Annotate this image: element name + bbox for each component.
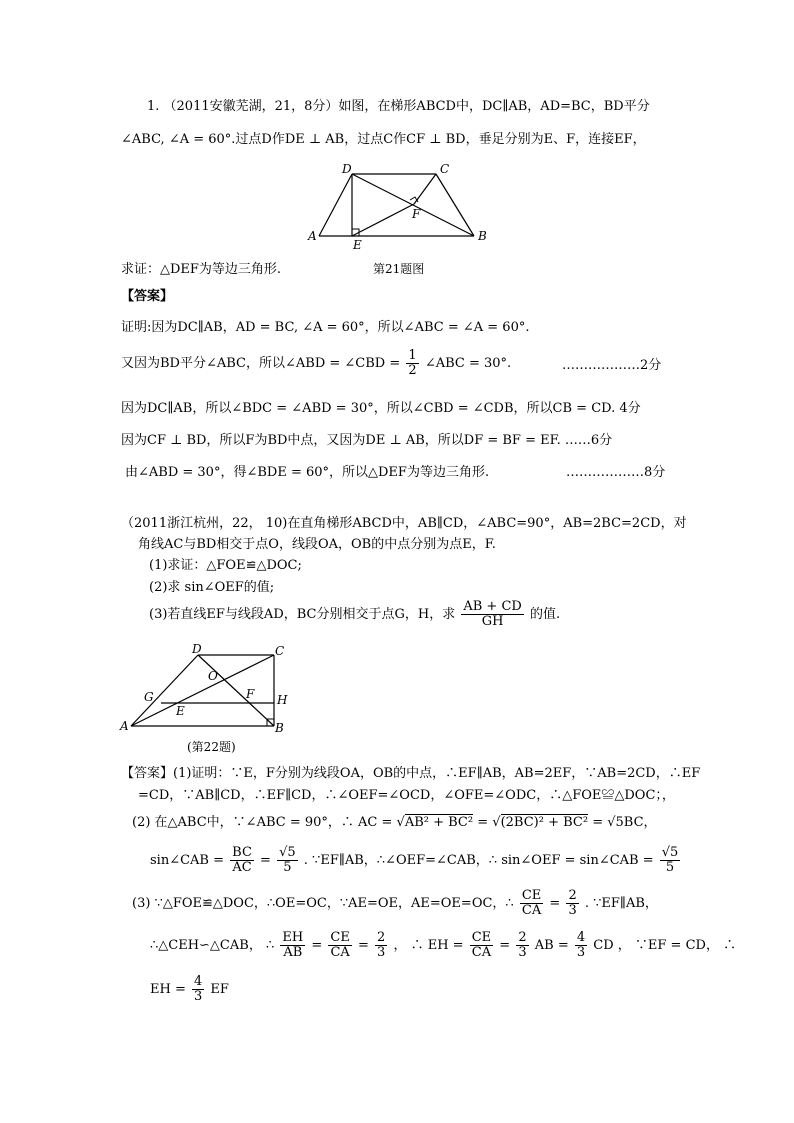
p2-a3-tt-num: 2: [518, 930, 527, 945]
p1-step3: 因为DC∥AB，所以∠BDC = ∠ABD = 30°，所以∠CBD = ∠CDB，所以CB = CD. 4分: [121, 401, 641, 416]
p2-fig-caption: (第22题): [187, 740, 236, 754]
p2-line2: 角线AC与BD相交于点O，线段OA，OB的中点分别为点E，F.: [138, 537, 496, 552]
p2-a3-f7-num: 4: [576, 930, 586, 945]
fig22-label-C: C: [275, 644, 285, 658]
fig21-label-A: A: [308, 229, 317, 243]
p2-a2-f3-num: √5: [661, 845, 679, 860]
p1-step2-pre: 又因为BD平分∠ABC，所以∠ABD = ∠CBD =: [121, 356, 401, 371]
figure-22: [118, 642, 298, 737]
p2-a3-frac3: [280, 931, 305, 961]
p2-q3-fraction: [461, 600, 523, 630]
p2-question2: (2)求 sin∠OEF的值;: [149, 580, 275, 595]
p2-a3-f2-den: 3: [568, 903, 577, 919]
p2-q3-den: GH: [481, 614, 504, 630]
p2-a2-rad1-body: AB² + BC²: [404, 815, 474, 830]
p1-fig-caption: 第21题图: [373, 262, 425, 276]
p2-a2-f2-den: 5: [283, 860, 292, 876]
p2-a3-l2-b: ， ∴ EH =: [393, 938, 464, 953]
p2-a3-l2-eq3: AB =: [534, 938, 569, 953]
p2-a3-f6-den: CA: [471, 945, 492, 961]
fig21-label-D: D: [342, 162, 352, 176]
p2-q3-pre: (3)若直线EF与线段AD，BC分别相交于点G，H，求: [149, 607, 456, 622]
p2-a3-f3-den: AB: [283, 945, 303, 961]
p2-a2-radical1: √AB² + BC²: [396, 815, 474, 830]
p1-step2-half-den: 2: [408, 363, 417, 379]
p1-step2-half-num: 1: [408, 348, 417, 363]
p1-step2: [121, 349, 511, 379]
p2-a3-tt-den: 3: [518, 945, 527, 961]
fig22-label-E: E: [176, 704, 185, 718]
p2-a2-frac3: [660, 846, 681, 876]
p2-answer3-line1: [132, 889, 658, 925]
p2-a3-f5-num: 2: [377, 930, 386, 945]
p1-answer-header: 【答案】: [121, 289, 174, 304]
p2-a3-f1-num: CE: [521, 888, 542, 903]
p2-a3-f7-den: 3: [576, 945, 586, 961]
fig21-label-F: F: [412, 207, 421, 221]
p2-a3-f4-den: CA: [330, 945, 350, 961]
p2-a3-frac7: [575, 931, 587, 961]
p2-a3-frac1: [520, 889, 543, 919]
p1-step2-half: [406, 349, 418, 379]
p2-a3-l3-pre: EH =: [150, 982, 186, 997]
p2-q3-num: AB + CD: [463, 599, 522, 614]
p2-a2-radical2: √(2BC)² + BC²: [492, 815, 589, 830]
p2-a2-frac2: [277, 846, 298, 876]
p2-a3-f1-den: CA: [521, 903, 542, 919]
p2-a2-f1-den: AC: [232, 860, 252, 876]
p2-a3-l3-post: EF: [210, 982, 229, 997]
p2-a3-f6-num: CE: [471, 930, 492, 945]
p2-answer3-line3: [150, 975, 229, 1011]
p1-step5: 由∠ABD = 30°，得∠BDE = 60°，所以△DEF为等边三角形.: [125, 465, 490, 480]
p2-a3-l2-eq-b: =: [499, 938, 511, 953]
p2-a3-frac6: [470, 931, 493, 961]
p2-a3-f2-num: 2: [568, 888, 577, 903]
p2-a3-l2-a: ∴△CEH∽△CAB， ∴: [150, 938, 275, 953]
p2-a3-f4-num: CE: [330, 930, 350, 945]
p2-a2-frac1: [230, 846, 254, 876]
p1-step1: 证明:因为DC∥AB，AD = BC, ∠A = 60°，所以∠ABC = ∠A = 60°.: [121, 320, 530, 335]
p2-a3-f3-num: EH: [282, 930, 304, 945]
fig22-label-B: B: [275, 721, 284, 735]
p2-a3-frac2: [566, 889, 578, 919]
p2-a2-f2-num: √5: [279, 845, 296, 860]
p2-question1: (1)求证：△FOE≌△DOC;: [149, 558, 302, 573]
fig22-label-D: D: [192, 642, 202, 656]
fig22-label-G: G: [144, 690, 154, 704]
p2-a2-l2-pre: sin∠CAB =: [150, 853, 225, 868]
p2-a2-eq: =: [477, 815, 489, 830]
p2-a3-f5-den: 3: [377, 945, 386, 961]
fig21-label-B: B: [478, 229, 487, 243]
p2-answer1-line1: 【答案】(1)证明：∵E，F分别为线段OA，OB的中点，∴EF∥AB，AB=2EF，∵AB=2CD，∴EF: [121, 766, 701, 781]
p1-step2-post: ∠ABC = 30°.: [424, 356, 512, 371]
fig22-label-A: A: [120, 719, 129, 733]
p1-claim: 求证：△DEF为等边三角形.: [121, 262, 282, 277]
p1-step2-score: ………………2分: [562, 358, 662, 373]
p2-a3-f1-eq: =: [549, 896, 561, 911]
p2-a3-f8-den: 3: [194, 989, 203, 1005]
p2-question3: [149, 600, 560, 636]
p2-answer3-line2: [150, 931, 736, 967]
fig22-label-F: F: [246, 687, 255, 701]
p2-a3-frac4: [328, 931, 351, 961]
p2-a2-end: = √5BC，: [592, 815, 657, 830]
p2-a2-f1-num: BC: [232, 845, 252, 860]
p2-a3-l1-post: . ∵EF∥AB，: [584, 896, 658, 911]
p1-step4: 因为CF ⊥ BD，所以F为BD中点，又因为DE ⊥ AB，所以DF = BF = EF. ……6分: [121, 433, 613, 448]
p2-a3-f8-num: 4: [194, 974, 203, 989]
p2-answer2-line1: [132, 815, 657, 841]
fig22-label-H: H: [277, 693, 288, 707]
p2-a3-l2-eq1: =: [311, 938, 323, 953]
p2-a2-f3-den: 5: [665, 860, 675, 876]
p1-line1: 1. （2011安徽芜湖，21，8分）如图，在梯形ABCD中，DC∥AB，AD=BC，BD平分: [147, 99, 650, 114]
p2-a2-l2-mid: . ∵EF∥AB，∴∠OEF=∠CAB，∴ sin∠OEF = sin∠CAB =: [303, 853, 654, 868]
fig21-label-E: E: [353, 238, 362, 252]
p2-a3-l1-pre: (3) ∵△FOE≌△DOC，∴OE=OC，∵AE=OE，AE=OE=OC，∴: [132, 896, 514, 911]
p2-a3-frac-two-thirds: [516, 931, 528, 961]
fig21-label-C: C: [440, 162, 450, 176]
p2-a2-l1-pre: (2) 在△ABC中，∵∠ABC = 90°，∴ AC =: [132, 815, 393, 830]
p2-q3-post: 的值.: [529, 607, 561, 622]
p2-a3-frac8: [192, 975, 204, 1005]
p1-line2: ∠ABC, ∠A = 60°.过点D作DE ⊥ AB，过点C作CF ⊥ BD，垂足分别为E、F，连接EF，: [121, 132, 646, 147]
p2-answer1-line2: =CD，∵AB∥CD，∴EF∥CD，∴∠OEF=∠OCD，∠OFE=∠ODC，∴△FOE≌△DOC；，: [138, 788, 675, 803]
fig22-label-O: O: [208, 669, 218, 683]
p2-a3-l2-c: CD ， ∵EF = CD， ∴: [593, 938, 737, 953]
p2-a2-rad2-body: (2BC)² + BC²: [500, 815, 589, 830]
p2-a3-l2-eq2: =: [357, 938, 369, 953]
p2-a3-frac5: [375, 931, 387, 961]
p2-line1: （2011浙江杭州，22， 10)在直角梯形ABCD中，AB∥CD，∠ABC=90°，AB=2BC=2CD，对: [121, 516, 687, 531]
p1-step5-score: ………………8分: [566, 465, 666, 480]
p2-a2-eq2: =: [260, 853, 271, 868]
p2-answer2-line2: [150, 846, 682, 882]
